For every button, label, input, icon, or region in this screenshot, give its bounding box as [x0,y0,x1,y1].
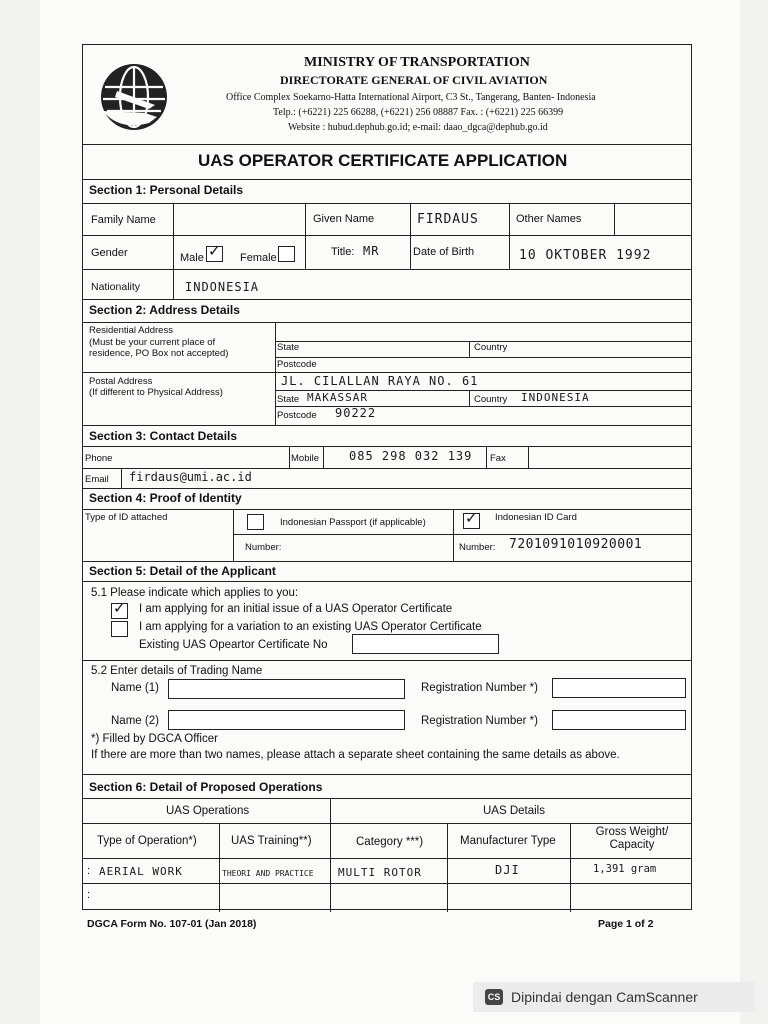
q52-label: 5.2 Enter details of Trading Name [91,665,263,677]
idcard-label: Indonesian ID Card [495,512,577,523]
title-label: Title: [331,246,355,258]
existing-cert-input[interactable] [352,634,499,654]
fax-label: Fax [490,453,506,464]
directorate-title: DIRECTORATE GENERAL OF CIVIL AVIATION [280,73,548,87]
postal-address-value[interactable]: JL. CILALLAN RAYA NO. 61 [281,374,479,388]
name2-label: Name (2) [111,715,159,727]
mobile-value[interactable]: 085 298 032 139 [349,449,473,463]
row1-weight[interactable]: 1,391 gram [593,863,657,875]
passport-checkbox[interactable] [247,514,264,530]
residential-address-note: (Must be your current place of residence, PO Box not accepted) [89,337,229,359]
row1-marker: : [87,865,91,877]
uas-operations-heading: UAS Operations [166,805,250,817]
name2-input[interactable] [168,710,405,730]
col-manufacturer-type: Manufacturer Type [460,835,556,847]
idcard-check-mark: ✓ [465,509,478,527]
row2-marker: : [87,889,91,901]
reg-no1-input[interactable] [552,678,686,698]
variation-label: I am applying for a variation to an existing UAS Operator Certificate [139,621,482,633]
postal-address-note: (If different to Physical Address) [89,387,223,398]
existing-cert-label: Existing UAS Opeartor Certificate No [139,639,328,651]
name1-label: Name (1) [111,682,159,694]
given-name-value[interactable]: FIRDAUS [417,212,479,227]
form-title: UAS OPERATOR CERTIFICATE APPLICATION [198,151,568,170]
postal-postcode-value[interactable]: 90222 [335,406,377,420]
section3-heading: Section 3: Contact Details [89,429,238,443]
postal-state-value[interactable]: MAKASSAR [307,391,368,404]
male-checkbox[interactable] [206,242,223,262]
section1-heading: Section 1: Personal Details [89,183,244,197]
section6-heading: Section 6: Detail of Proposed Operations [89,780,323,794]
email-label: Email [85,474,109,485]
extra-names-note: If there are more than two names, please attach a separate sheet containing the same details as above. [91,749,620,761]
section4-heading: Section 4: Proof of Identity [89,491,242,505]
col-gross-weight: Gross Weight/ Capacity [595,826,669,851]
idcard-number-value[interactable]: 7201091010920001 [509,537,643,552]
application-form [82,44,692,910]
mobile-label: Mobile [291,453,319,464]
row1-category[interactable]: MULTI ROTOR [338,866,422,879]
title-value[interactable]: MR [363,244,380,258]
section2-heading: Section 2: Address Details [89,303,240,317]
col-uas-training: UAS Training**) [231,835,312,847]
family-name-label: Family Name [91,214,156,226]
postal-address-label: Postal Address [89,376,153,387]
residential-address-label: Residential Address [89,325,173,336]
postal-country-label: Country [474,394,508,405]
initial-issue-checkbox[interactable] [111,599,128,619]
initial-check-mark: ✓ [113,599,126,617]
postal-state-label: State [277,394,300,405]
dgca-logo-icon [97,61,171,133]
email-value[interactable]: firdaus@umi.ac.id [129,470,252,484]
postal-country-value[interactable]: INDONESIA [521,391,590,404]
page-number: Page 1 of 2 [598,918,654,930]
camscanner-logo-icon: CS [485,989,503,1005]
male-label: Male [180,252,204,264]
nationality-label: Nationality [91,281,141,293]
dob-label: Date of Birth [413,246,475,258]
female-label: Female [240,252,277,264]
given-name-label: Given Name [313,213,375,225]
camscanner-label: Dipindai dengan CamScanner [511,989,698,1005]
section5-heading: Section 5: Detail of the Applicant [89,564,276,578]
row1-training[interactable]: THEORI AND PRACTICE [222,869,314,878]
residential-country-label: Country [474,342,508,353]
residential-postcode-label: Postcode [277,359,317,370]
contact-website: Website : hubud.dephub.go.id; e-mail: daao_dgca@dephub.go.id [288,122,548,133]
id-type-label: Type of ID attached [85,512,168,523]
passport-label: Indonesian Passport (if applicable) [280,517,426,528]
uas-details-heading: UAS Details [483,805,545,817]
idcard-checkbox[interactable] [463,509,480,529]
male-check-mark: ✓ [208,242,221,260]
name1-input[interactable] [168,679,405,699]
row1-manufacturer[interactable]: DJI [495,863,520,877]
other-names-label: Other Names [516,213,582,225]
variation-checkbox[interactable] [111,621,128,637]
reg-no1-label: Registration Number *) [421,682,538,694]
residential-state-label: State [277,342,300,353]
idcard-number-label: Number: [459,542,496,553]
form-number: DGCA Form No. 107-01 (Jan 2018) [87,918,257,930]
phone-label: Phone [85,453,113,464]
gender-label: Gender [91,247,128,259]
q51-label: 5.1 Please indicate which applies to you: [91,587,299,599]
initial-issue-label: I am applying for an initial issue of a UAS Operator Certificate [139,603,453,615]
camscanner-watermark [473,982,755,1012]
reg-no2-input[interactable] [552,710,686,730]
passport-number-label: Number: [245,542,282,553]
dob-value[interactable]: 10 OKTOBER 1992 [519,248,652,263]
row1-type[interactable]: AERIAL WORK [99,865,183,878]
postal-postcode-label: Postcode [277,410,317,421]
ministry-title: MINISTRY OF TRANSPORTATION [304,55,530,70]
col-category: Category ***) [356,836,424,848]
office-address: Office Complex Soekarno-Hatta International Airport, C3 St., Tangerang, Banten- Indonesia [226,92,596,103]
nationality-value[interactable]: INDONESIA [185,280,260,294]
reg-no2-label: Registration Number *) [421,715,538,727]
dgca-officer-note: *) Filled by DGCA Officer [91,733,218,745]
contact-phone: Telp.: (+6221) 225 66288, (+6221) 256 08887 Fax. : (+6221) 225 66399 [273,107,564,118]
col-type-of-operation: Type of Operation*) [97,835,197,847]
female-checkbox[interactable] [278,246,295,262]
